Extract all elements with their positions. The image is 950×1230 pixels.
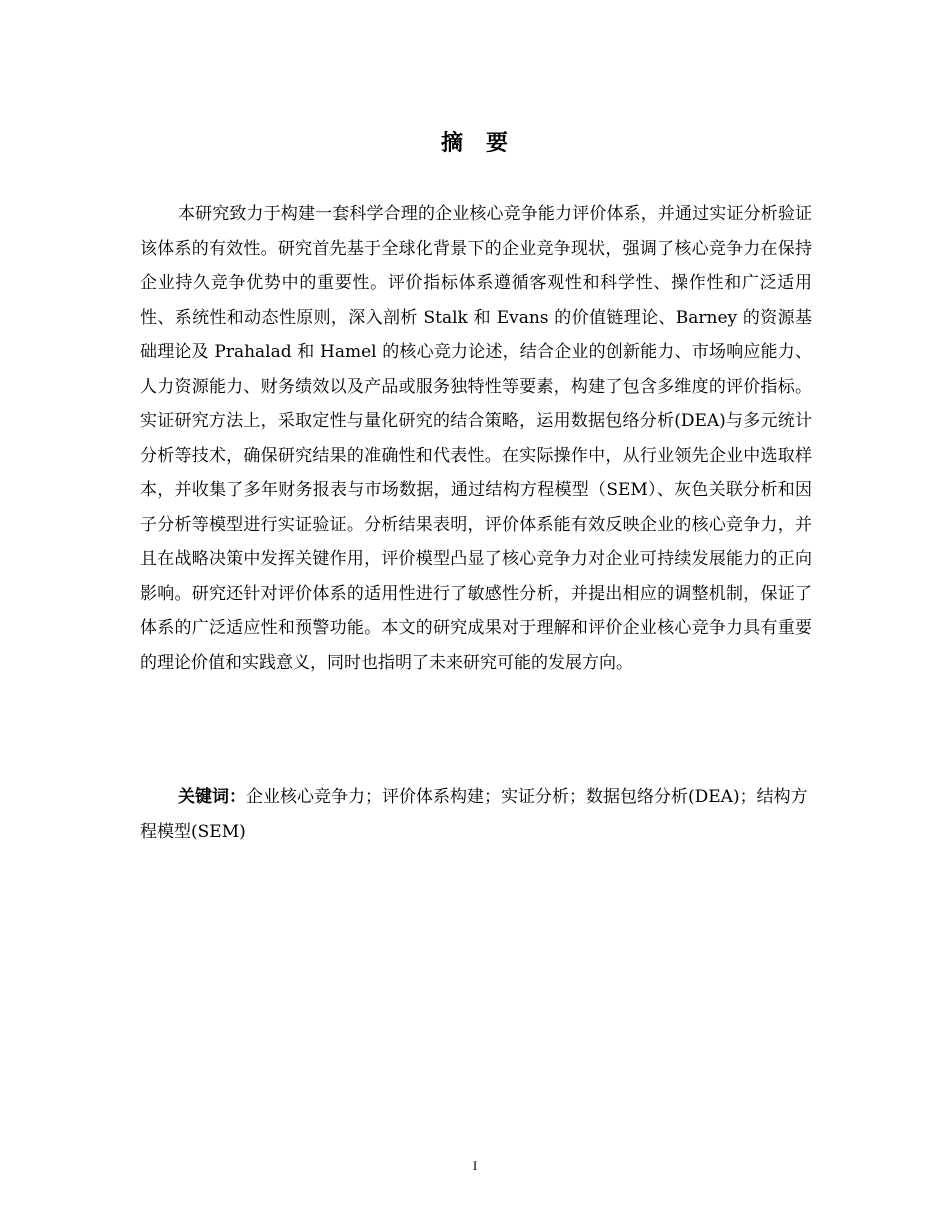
abstract-title (0, 126, 950, 157)
abstract-paragraph: 本研究致力于构建一套科学合理的企业核心竞争能力评价体系，并通过实证分析验证该体系的有效性。研究首先基于全球化背景下的企业竞争现状，强调了核心竞争力在保持企业持久竞争优势中的重要性。评价指标体系遵循客观性和科学性、操作性和广泛适用性、系统性和动态性原则，深入剖析 Stalk 和 Evans 的价值链理论、Barney 的资源基础理论及 Prahalad 和 Hamel 的核心竞力论述，结合企业的创新能力、市场响应能力、人力资源能力、财务绩效以及产品或服务独特性等要素，构建了包含多维度的评价指标。实证研究方法上，采取定性与量化研究的结合策略，运用数据包络分析(DEA)与多元统计分析等技术，确保研究结果的准确性和代表性。在实际操作中，从行业领先企业中选取样本，并收集了多年财务报表与市场数据，通过结构方程模型（SEM）、灰色关联分析和因子分析等模型进行实证验证。分析结果表明，评价体系能有效反映企业的核心竞争力，并且在战略决策中发挥关键作用，评价模型凸显了核心竞争力对企业可持续发展能力的正向影响。研究还针对评价体系的适用性进行了敏感性分析，并提出相应的调整机制，保证了体系的广泛适应性和预警功能。本文的研究成果对于理解和评价企业核心竞争力具有重要的理论价值和实践意义，同时也指明了未来研究可能的发展方向。 (140, 204, 812, 673)
keywords-label: 关键词： (178, 787, 246, 807)
title-char-2: 要 (486, 131, 510, 156)
keywords-paragraph (140, 780, 812, 849)
page-number: I (472, 1158, 478, 1173)
title-char-1: 摘 (440, 131, 464, 156)
keywords-text: 企业核心竞争力；评价体系构建；实证分析；数据包络分析(DEA)；结构方程模型(SEM) (140, 787, 808, 842)
